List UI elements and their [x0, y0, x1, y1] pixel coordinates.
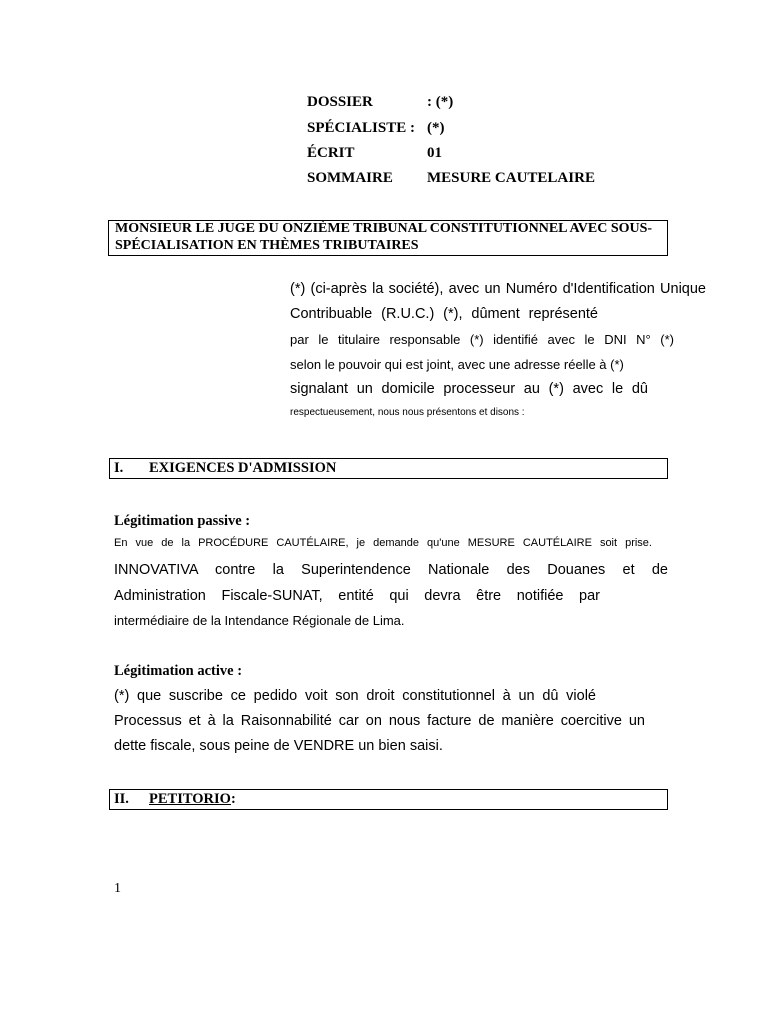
section-2-number: II.: [114, 791, 129, 807]
section-2-suffix: :: [230, 791, 236, 807]
section-1-box: [109, 458, 668, 479]
header-label: SOMMAIRE: [307, 170, 393, 186]
section-1-title: EXIGENCES D'ADMISSION: [149, 460, 337, 476]
passive-line: Administration Fiscale-SUNAT, entité qui devra être notifiée par: [114, 588, 600, 604]
passive-line: INNOVATIVA contre la Superintendence Nationale des Douanes et de: [114, 562, 668, 578]
passive-line: intermédiaire de la Intendance Régionale de Lima.: [114, 613, 405, 628]
passive-line: En vue de la PROCÉDURE CAUTÉLAIRE, je demande qu'une MESURE CAUTÉLAIRE soit prise.: [114, 537, 652, 549]
header-value: 01: [427, 145, 442, 161]
intro-line: (*) (ci-après la société), avec un Numéro d'Identification Unique: [290, 281, 706, 297]
header-value: MESURE CAUTELAIRE: [427, 170, 595, 186]
section-2-title: PETITORIO: [149, 791, 231, 807]
section-2-heading: [149, 791, 236, 808]
page-number: 1: [114, 881, 121, 896]
passive-heading: Légitimation passive :: [114, 513, 251, 529]
intro-line: selon le pouvoir qui est joint, avec une adresse réelle à (*): [290, 357, 624, 372]
header-value: : (*): [427, 94, 454, 110]
section-2-box: [109, 789, 668, 810]
active-line: (*) que suscribe ce pedido voit son droit constitutionnel à un dû violé: [114, 688, 596, 704]
addressee-line-2: SPÉCIALISATION EN THÈMES TRIBUTAIRES: [115, 238, 419, 253]
active-heading: Légitimation active :: [114, 663, 243, 679]
header-label: DOSSIER: [307, 94, 373, 110]
header-label: SPÉCIALISTE :: [307, 120, 415, 136]
addressee-box: [108, 220, 668, 256]
active-line: dette fiscale, sous peine de VENDRE un bien saisi.: [114, 738, 443, 754]
intro-line: Contribuable (R.U.C.) (*), dûment représenté: [290, 306, 598, 322]
header-value: (*): [427, 120, 445, 136]
header-label: ÉCRIT: [307, 145, 355, 161]
section-1-number: I.: [114, 460, 124, 476]
intro-line: respectueusement, nous nous présentons et disons :: [290, 407, 525, 418]
addressee-line-1: MONSIEUR LE JUGE DU ONZIÈME TRIBUNAL CONSTITUTIONNEL AVEC SOUS-: [115, 221, 653, 236]
active-line: Processus et à la Raisonnabilité car on nous facture de manière coercitive un: [114, 713, 645, 729]
intro-line: signalant un domicile processeur au (*) avec le dû: [290, 381, 648, 397]
intro-line: par le titulaire responsable (*) identifié avec le DNI N° (*): [290, 332, 674, 347]
